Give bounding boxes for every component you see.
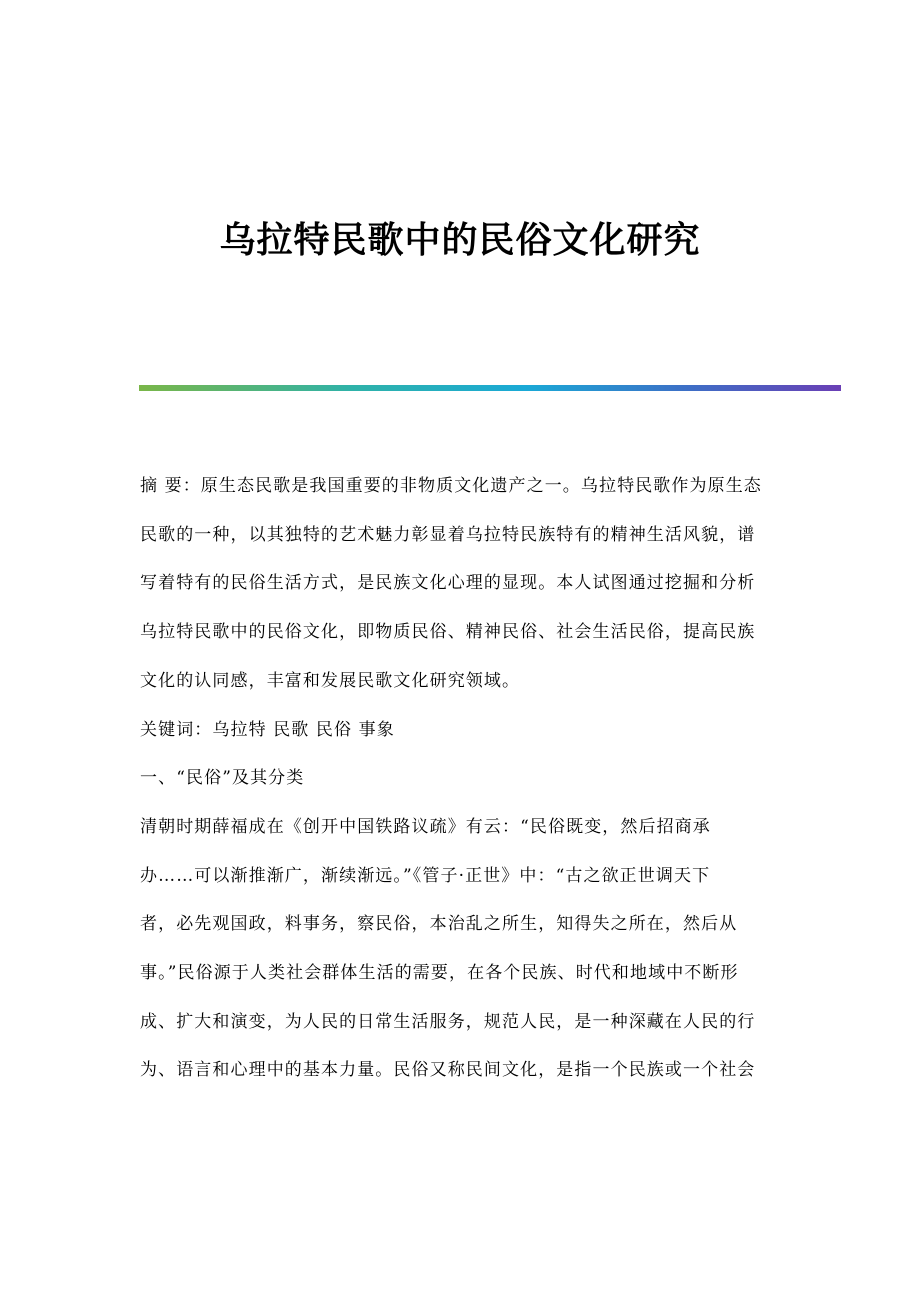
abstract-line: 文化的认同感，丰富和发展民歌文化研究领域。 bbox=[140, 670, 521, 691]
body-line: 者，必先观国政，料事务，察民俗，本治乱之所生，知得失之所在，然后从 bbox=[140, 914, 738, 935]
body-line: 清朝时期薛福成在《创开中国铁路议疏》有云：“民俗既变，然后招商承 bbox=[140, 816, 711, 837]
title-divider bbox=[139, 385, 841, 391]
body-line: 为、语言和心理中的基本力量。民俗又称民间文化，是指一个民族或一个社会 bbox=[140, 1060, 756, 1081]
abstract-line: 写着特有的民俗生活方式，是民族文化心理的显现。本人试图通过挖掘和分析 bbox=[140, 573, 756, 594]
keywords-paragraph bbox=[140, 706, 780, 755]
body-line: 事。”民俗源于人类社会群体生活的需要，在各个民族、时代和地域中不断形 bbox=[140, 963, 739, 984]
abstract-line: 民歌的一种，以其独特的艺术魅力彰显着乌拉特民族特有的精神生活风貌，谱 bbox=[140, 524, 756, 545]
body-paragraph bbox=[140, 803, 780, 1095]
abstract-line: 摘 要：原生态民歌是我国重要的非物质文化遗产之一。乌拉特民歌作为原生态 bbox=[140, 476, 762, 496]
body-line: 办……可以渐推渐广，渐续渐远。”《管子·正世》中：“古之欲正世调天下 bbox=[140, 865, 711, 886]
abstract-line: 乌拉特民歌中的民俗文化，即物质民俗、精神民俗、社会生活民俗，提高民族 bbox=[140, 622, 756, 643]
abstract-paragraph bbox=[140, 462, 780, 706]
document-body bbox=[140, 462, 780, 1095]
section-heading bbox=[140, 754, 780, 803]
section-heading-text: 一、“民俗”及其分类 bbox=[140, 768, 305, 789]
body-line: 成、扩大和演变，为人民的日常生活服务，规范人民，是一种深藏在人民的行 bbox=[140, 1011, 756, 1032]
document-title: 乌拉特民歌中的民俗文化研究 bbox=[219, 219, 701, 261]
keywords-line: 关键词：乌拉特 民歌 民俗 事象 bbox=[140, 719, 395, 740]
